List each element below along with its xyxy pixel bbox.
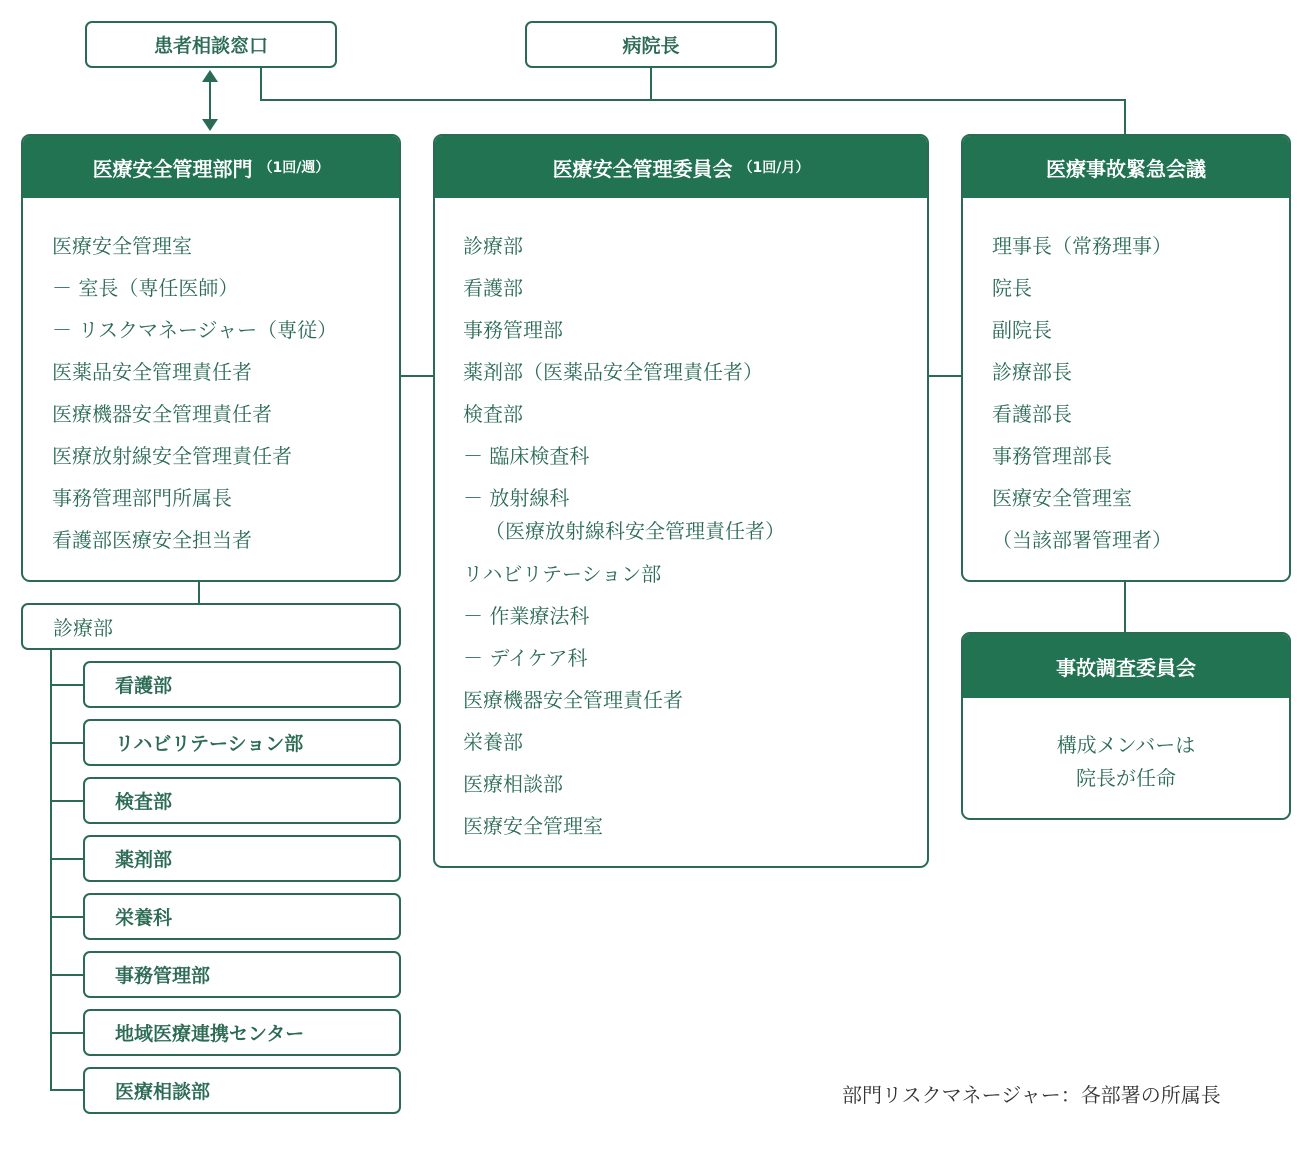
list-item: － 室長（専任医師）	[52, 276, 239, 300]
description-line: 院長が任命	[1076, 766, 1176, 790]
list-item: 診療部	[463, 234, 523, 258]
list-item: 事務管理部	[463, 318, 563, 342]
list-item: 医療安全管理室	[992, 486, 1132, 510]
card-header	[435, 136, 927, 198]
tree-branch	[50, 1089, 84, 1091]
list-item: － デイケア科	[463, 646, 588, 670]
card-title: 医療安全管理委員会	[552, 156, 733, 181]
list-item: 医療放射線安全管理責任者	[52, 444, 292, 468]
connector	[260, 66, 262, 100]
list-item: 理事長（常務理事）	[992, 234, 1172, 258]
list-item: 栄養部	[463, 730, 523, 754]
list-item: － 放射線科	[463, 486, 570, 510]
connector	[1124, 99, 1126, 135]
patient-window-box: 患者相談窓口	[85, 21, 337, 68]
description-line: 構成メンバーは	[1056, 733, 1196, 757]
list-item: － 作業療法科	[463, 604, 590, 628]
connector	[260, 99, 1126, 101]
frequency: （1回/週）	[258, 160, 330, 176]
arrow-down-icon	[202, 119, 218, 131]
list-item: （当該部署管理者）	[992, 528, 1172, 552]
subdept-box: リハビリテーション部	[83, 719, 401, 766]
director-box: 病院長	[525, 21, 777, 68]
card-title: 医療安全管理部門	[92, 156, 253, 181]
list-item: － リスクマネージャー（専従）	[52, 318, 338, 342]
investigation-committee-card	[961, 632, 1291, 820]
connector	[650, 66, 652, 100]
arrow-up-icon	[202, 70, 218, 82]
list-item: リハビリテーション部	[463, 562, 662, 586]
subdept-box: 栄養科	[83, 893, 401, 940]
list-item: 副院長	[992, 318, 1052, 342]
tree-branch	[50, 684, 84, 686]
subdept-box: 看護部	[83, 661, 401, 708]
double-arrow-icon	[209, 80, 211, 120]
list-item: （医療放射線科安全管理責任者）	[485, 519, 785, 543]
list-item: 検査部	[463, 402, 523, 426]
list-item: 医療機器安全管理責任者	[52, 402, 272, 426]
card-title: 医療事故緊急会議	[1046, 156, 1206, 181]
card-header	[963, 634, 1289, 698]
tree-branch	[50, 800, 84, 802]
list-item: 看護部医療安全担当者	[52, 528, 252, 552]
list-item: 医療相談部	[463, 772, 563, 796]
subdept-box: 検査部	[83, 777, 401, 824]
tree-branch	[50, 974, 84, 976]
list-item: 医薬品安全管理責任者	[52, 360, 252, 384]
subdept-box: 医療相談部	[83, 1067, 401, 1114]
subdept-parent-box: 診療部	[21, 603, 401, 650]
frequency: （1回/月）	[738, 160, 810, 176]
subdept-box: 薬剤部	[83, 835, 401, 882]
subdept-box: 地域医療連携センター	[83, 1009, 401, 1056]
list-item: 事務管理部門所属長	[52, 486, 232, 510]
connector	[400, 375, 434, 377]
connector	[50, 648, 52, 1090]
card-header	[23, 136, 399, 198]
list-item: 診療部長	[992, 360, 1072, 384]
tree-branch	[50, 858, 84, 860]
list-item: 事務管理部長	[992, 444, 1112, 468]
list-item: 院長	[992, 276, 1032, 300]
tree-branch	[50, 1032, 84, 1034]
list-item: 薬剤部（医薬品安全管理責任者）	[463, 360, 763, 384]
list-item: 看護部長	[992, 402, 1072, 426]
subdept-box: 事務管理部	[83, 951, 401, 998]
list-item: 医療安全管理室	[52, 234, 192, 258]
list-item: 医療安全管理室	[463, 814, 603, 838]
connector	[1124, 580, 1126, 634]
list-item: 看護部	[463, 276, 523, 300]
card-title: 事故調査委員会	[1056, 655, 1196, 680]
connector	[198, 580, 200, 604]
footnote: 部門リスクマネージャー：各部署の所属長	[842, 1083, 1221, 1107]
list-item: 医療機器安全管理責任者	[463, 688, 683, 712]
tree-branch	[50, 916, 84, 918]
tree-branch	[50, 742, 84, 744]
card-header	[963, 136, 1289, 198]
connector	[928, 375, 962, 377]
list-item: － 臨床検査科	[463, 444, 590, 468]
